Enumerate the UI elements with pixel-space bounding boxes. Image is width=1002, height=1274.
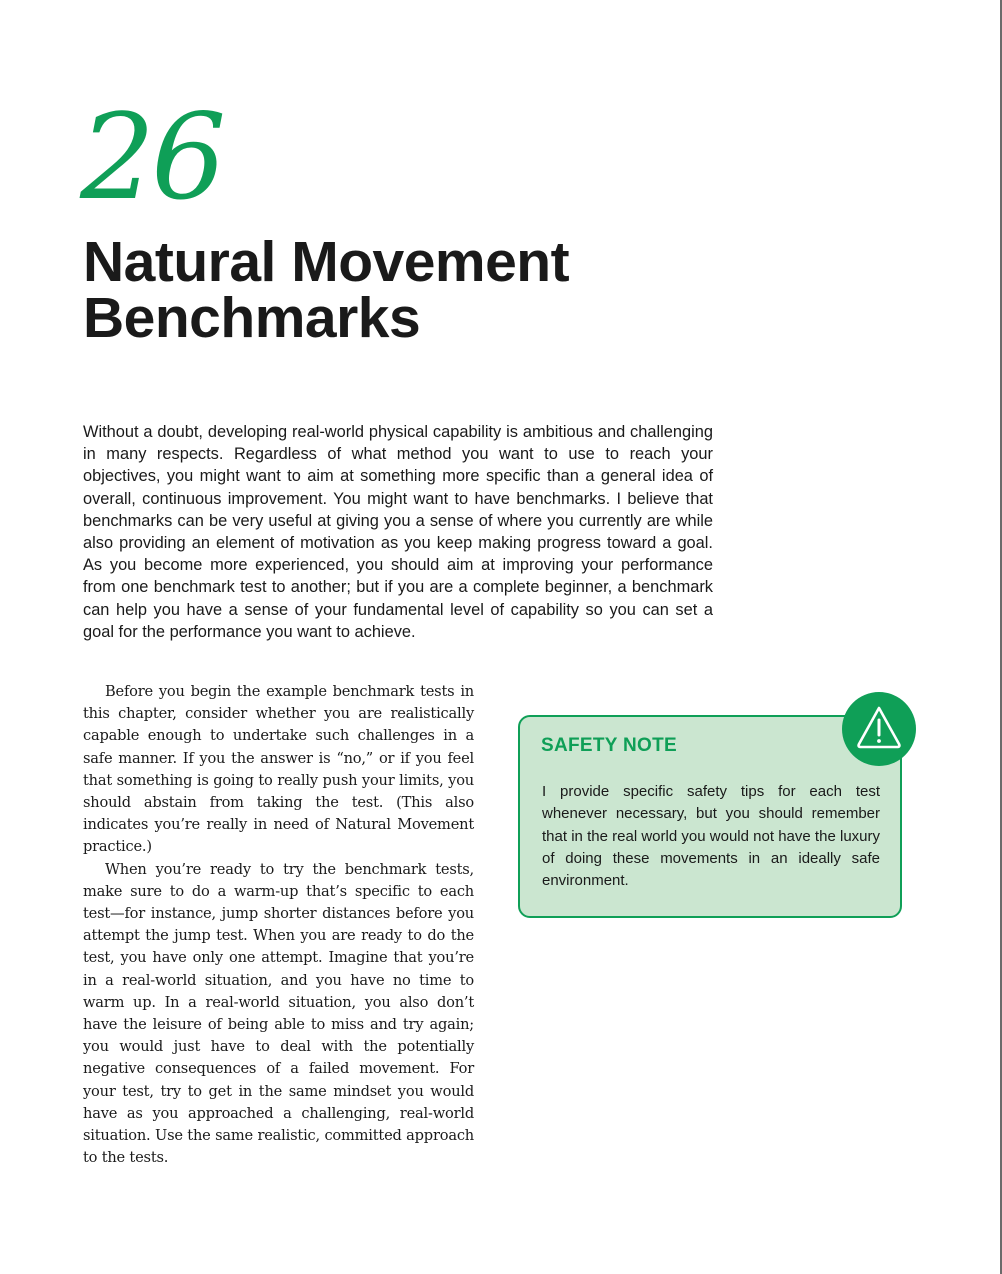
safety-note-title: SAFETY NOTE (541, 735, 677, 756)
body-paragraph-2: When you’re ready to try the benchmark tests, make sure to do a warm-up that’s specific to each test—for instance, jump shorter distances before you attempt the jump test. When you are ready to do the test, you have only one attempt. Imagine that you’re in a real-world situation, and you have no time to warm up. In a real-world situation, you also don’t have the leisure of being able to miss and try again; you would just have to deal with the potentially negative consequences of a failed movement. For your test, try to get in the same mindset you would have as you approached a challenging, real-world situation. Use the same realistic, committed approach to the tests. (83, 860, 474, 1167)
body-paragraph-1: Before you begin the example benchmark tests in this chapter, consider whether you are realistically capable enough to undertake such challenges in a safe manner. If you the answer is “no,” or if you feel that something is going to really push your limits, you should abstain from taking the test. (This also indicates you’re really in need of Natural Movement practice.) (83, 683, 474, 856)
chapter-title (83, 230, 723, 350)
warning-badge (842, 692, 916, 766)
chapter-title-line-1: Natural Movement (83, 230, 570, 294)
body-column (83, 681, 474, 1169)
warning-triangle-icon (842, 692, 916, 766)
safety-note-text: I provide specific safety tips for each test whenever necessary, but you should remember that in the real world you would not have the luxury of doing these movements in an ideally safe environment. (542, 783, 880, 890)
intro-paragraph: Without a doubt, developing real-world physical capability is ambitious and challenging in many respects. Regardless of what method you want to use to reach your objectives, you might want to aim at something more specific than a general idea of overall, continuous improvement. You might want to have benchmarks. I believe that benchmarks can be very useful at giving you a sense of where you currently are while also providing an element of motivation as you keep making progress toward a goal. As you become more experienced, you should aim at improving your performance from one benchmark test to another; but if you are a complete beginner, a benchmark can help you have a sense of your fundamental level of capability so you can set a goal for the performance you want to achieve. (83, 423, 713, 641)
chapter-title-line-2: Benchmarks (83, 286, 421, 350)
chapter-number: 26 (80, 88, 223, 226)
